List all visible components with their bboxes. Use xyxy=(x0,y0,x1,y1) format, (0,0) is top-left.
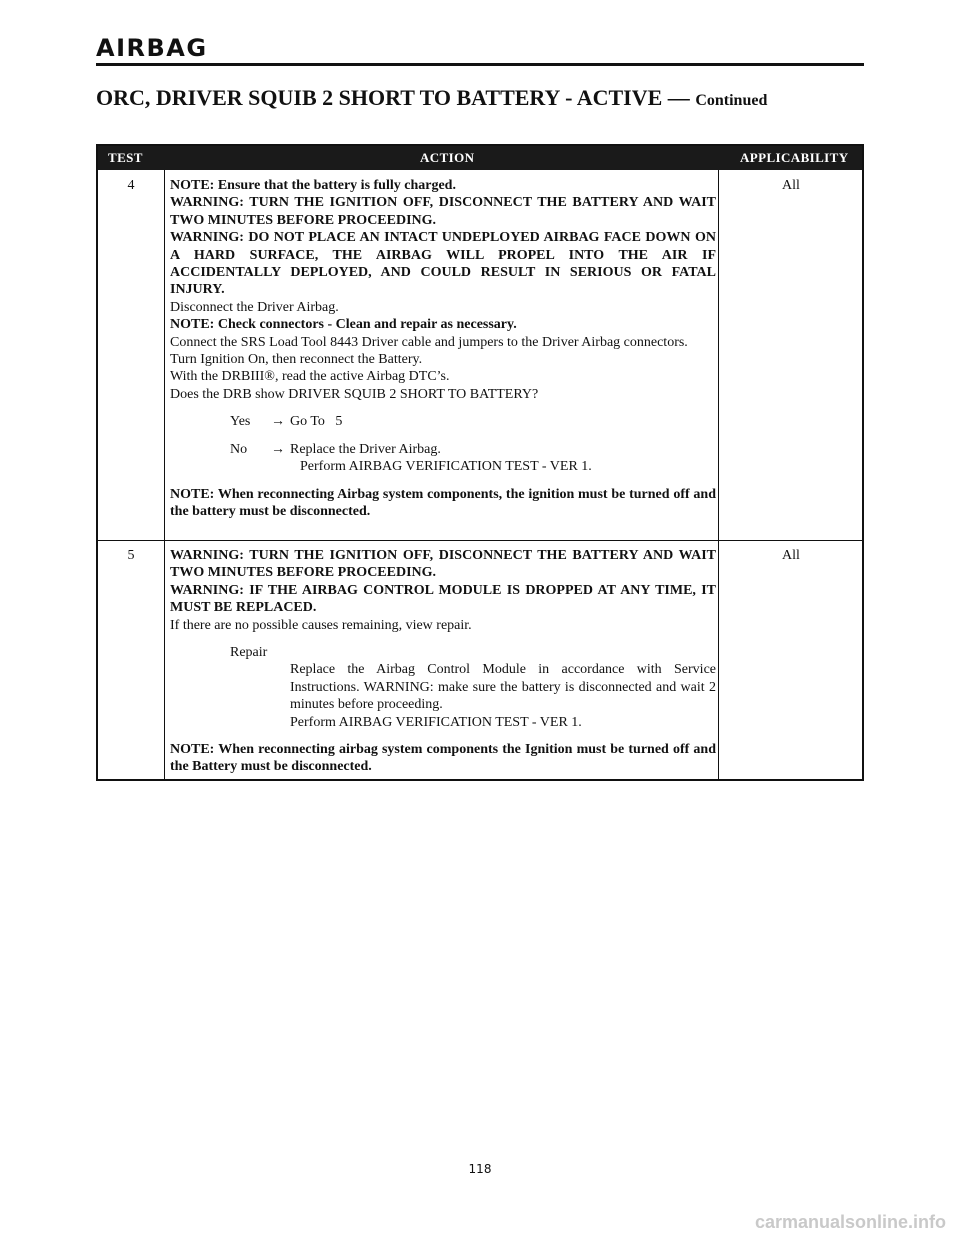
test-action xyxy=(170,177,716,520)
warning-text: WARNING: TURN THE IGNITION OFF, DISCONNECT THE BATTERY AND WAIT TWO MINUTES BEFORE PROCEEDING. xyxy=(170,548,716,581)
page-title xyxy=(96,85,864,111)
column-divider xyxy=(718,170,719,779)
warning-text: WARNING: TURN THE IGNITION OFF, DISCONNECT THE BATTERY AND WAIT TWO MINUTES BEFORE PROCEEDING. xyxy=(170,195,716,228)
applicability-value: All xyxy=(782,548,800,563)
note-text: NOTE: Ensure that the battery is fully charged. xyxy=(170,178,456,193)
page-number: 118 xyxy=(468,1162,492,1176)
no-result: Replace the Driver Airbag. xyxy=(290,441,441,457)
column-divider xyxy=(164,170,165,779)
repair-text: Replace the Airbag Control Module in accordance with Service Instructions. WARNING: make sure the battery is disconnected and wait 2 minutes before proceeding. xyxy=(290,662,716,713)
test-action xyxy=(170,547,716,776)
row-divider xyxy=(98,540,862,541)
table-header xyxy=(98,146,862,170)
instruction-text: If there are no possible causes remaining, view repair. xyxy=(170,617,472,633)
repair-label: Repair xyxy=(230,645,268,661)
arrow-icon: → xyxy=(271,441,285,457)
diagnostic-table xyxy=(96,144,864,781)
note-text: NOTE: Check connectors - Clean and repair as necessary. xyxy=(170,317,517,333)
no-option xyxy=(170,441,716,476)
no-label: No xyxy=(230,441,248,457)
test-number: 5 xyxy=(127,548,135,563)
note-text: NOTE: When reconnecting airbag system components the Ignition must be turned off and the Battery must be disconnected. xyxy=(170,742,716,775)
watermark: carmanualsonline.info xyxy=(754,1212,946,1232)
yes-label: Yes xyxy=(230,414,251,430)
applicability-value: All xyxy=(782,178,800,193)
title-text: ORC, DRIVER SQUIB 2 SHORT TO BATTERY - ACTIVE — xyxy=(96,85,690,110)
test-number: 4 xyxy=(127,178,135,193)
instruction-text: Connect the SRS Load Tool 8443 Driver cable and jumpers to the Driver Airbag connectors. xyxy=(170,334,688,350)
note-text: NOTE: When reconnecting Airbag system components, the ignition must be turned off and the battery must be disconnected. xyxy=(170,486,716,519)
warning-text: WARNING: IF THE AIRBAG CONTROL MODULE IS DROPPED AT ANY TIME, IT MUST BE REPLACED. xyxy=(170,582,716,616)
instruction-text: Disconnect the Driver Airbag. xyxy=(170,299,339,315)
repair-verification: Perform AIRBAG VERIFICATION TEST - VER 1. xyxy=(290,714,582,730)
instruction-text: Turn Ignition On, then reconnect the Battery. xyxy=(170,352,423,368)
continued-label: Continued xyxy=(695,92,768,109)
arrow-icon: → xyxy=(271,414,285,430)
question-text: Does the DRB show DRIVER SQUIB 2 SHORT TO BATTERY? xyxy=(170,386,539,402)
col-test-header: TEST xyxy=(108,150,143,165)
instruction-text: With the DRBIII®, read the active Airbag DTC’s. xyxy=(170,369,450,385)
yes-result: Go To 5 xyxy=(290,414,343,430)
section-header: AIRBAG xyxy=(96,34,208,62)
col-applicability-header: APPLICABILITY xyxy=(740,150,849,165)
warning-text: WARNING: DO NOT PLACE AN INTACT UNDEPLOYED AIRBAG FACE DOWN ON A HARD SURFACE, THE AIRBAG WILL PROPEL INTO THE AIR IF ACCIDENTALLY DEPLOYED, AND COULD RESULT IN SERIOUS OR FATAL INJURY. xyxy=(170,230,716,298)
col-action-header: ACTION xyxy=(420,150,475,165)
section-rule xyxy=(96,63,864,66)
no-result-verification: Perform AIRBAG VERIFICATION TEST - VER 1. xyxy=(300,459,592,475)
yes-option xyxy=(170,413,716,430)
repair-block xyxy=(170,644,716,731)
